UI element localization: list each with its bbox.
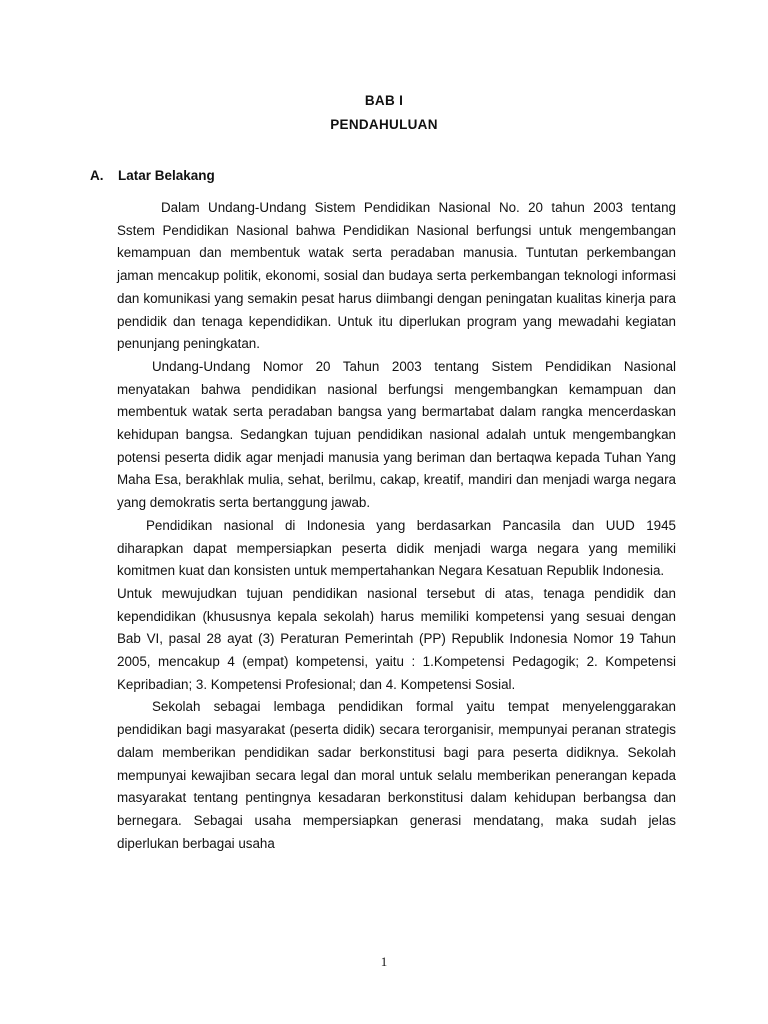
- section-title: Latar Belakang: [118, 168, 215, 183]
- paragraph: Pendidikan nasional di Indonesia yang berdasarkan Pancasila dan UUD 1945 diharapkan dapat mempersiapkan peserta didik menjadi warga negara yang memiliki komitmen kuat dan konsisten untuk mempertahankan Negara Kesatuan Republik Indonesia.: [117, 517, 676, 579]
- page-number: 1: [380, 954, 388, 969]
- section-number: A.: [90, 168, 104, 183]
- paragraph: Undang-Undang Nomor 20 Tahun 2003 tentang Sistem Pendidikan Nasional menyatakan bahwa pendidikan nasional berfungsi mengembangkan kemampuan dan membentuk watak serta peradaban bangsa yang bermartabat dalam rangka mencerdaskan kehidupan bangsa. Sedangkan tujuan pendidikan nasional adalah untuk mengembangkan potensi peserta didik agar menjadi manusia yang beriman dan bertaqwa kepada Tuhan Yang Maha Esa, berakhlak mulia, sehat, berilmu, cakap, kreatif, mandiri dan menjadi warga negara yang demokratis serta bertanggung jawab.: [117, 358, 676, 511]
- paragraph: Untuk mewujudkan tujuan pendidikan nasional tersebut di atas, tenaga pendidik dan kependidikan (khususnya kepala sekolah) harus memiliki kompetensi yang sesuai dengan Bab VI, pasal 28 ayat (3) Peraturan Pemerintah (PP) Republik Indonesia Nomor 19 Tahun 2005, mencakup 4 (empat) kompetensi, yaitu : 1.Kompetensi Pedagogik; 2. Kompetensi Kepribadian; 3. Kompetensi Profesional; dan 4. Kompetensi Sosial.: [117, 585, 676, 692]
- chapter-title: PENDAHULUAN: [330, 117, 438, 132]
- body-text: [117, 197, 676, 855]
- chapter-heading: BAB I: [364, 93, 404, 108]
- section-heading: [90, 168, 215, 183]
- paragraph: Sekolah sebagai lembaga pendidikan formal yaitu tempat menyelenggarakan pendidikan bagi masyarakat (peserta didik) secara terorganisir, mempunyai peranan strategis dalam memberikan pendidikan sadar berkonstitusi bagi para peserta didiknya. Sekolah mempunyai kewajiban secara legal dan moral untuk selalu memberikan penerangan kepada masyarakat tentang pentingnya kesadaran berkonstitusi dalam kehidupan berbangsa dan bernegara. Sebagai usaha mempersiapkan generasi mendatang, maka sudah jelas diperlukan berbagai usaha: [117, 699, 676, 851]
- paragraph: Dalam Undang-Undang Sistem Pendidikan Nasional No. 20 tahun 2003 tentang Sstem Pendidikan Nasional bahwa Pendidikan Nasional berfungsi untuk mengembangan kemampuan dan membentuk watak serta peradaban manusia. Tuntutan perkembangan jaman mencakup politik, ekonomi, sosial dan budaya serta perkembangan teknologi informasi dan komunikasi yang semakin pesat harus diimbangi dengan peningatan kualitas kinerja para pendidik dan tenaga kependidikan. Untuk itu diperlukan program yang mewadahi kegiatan penunjang peningkatan.: [117, 200, 676, 352]
